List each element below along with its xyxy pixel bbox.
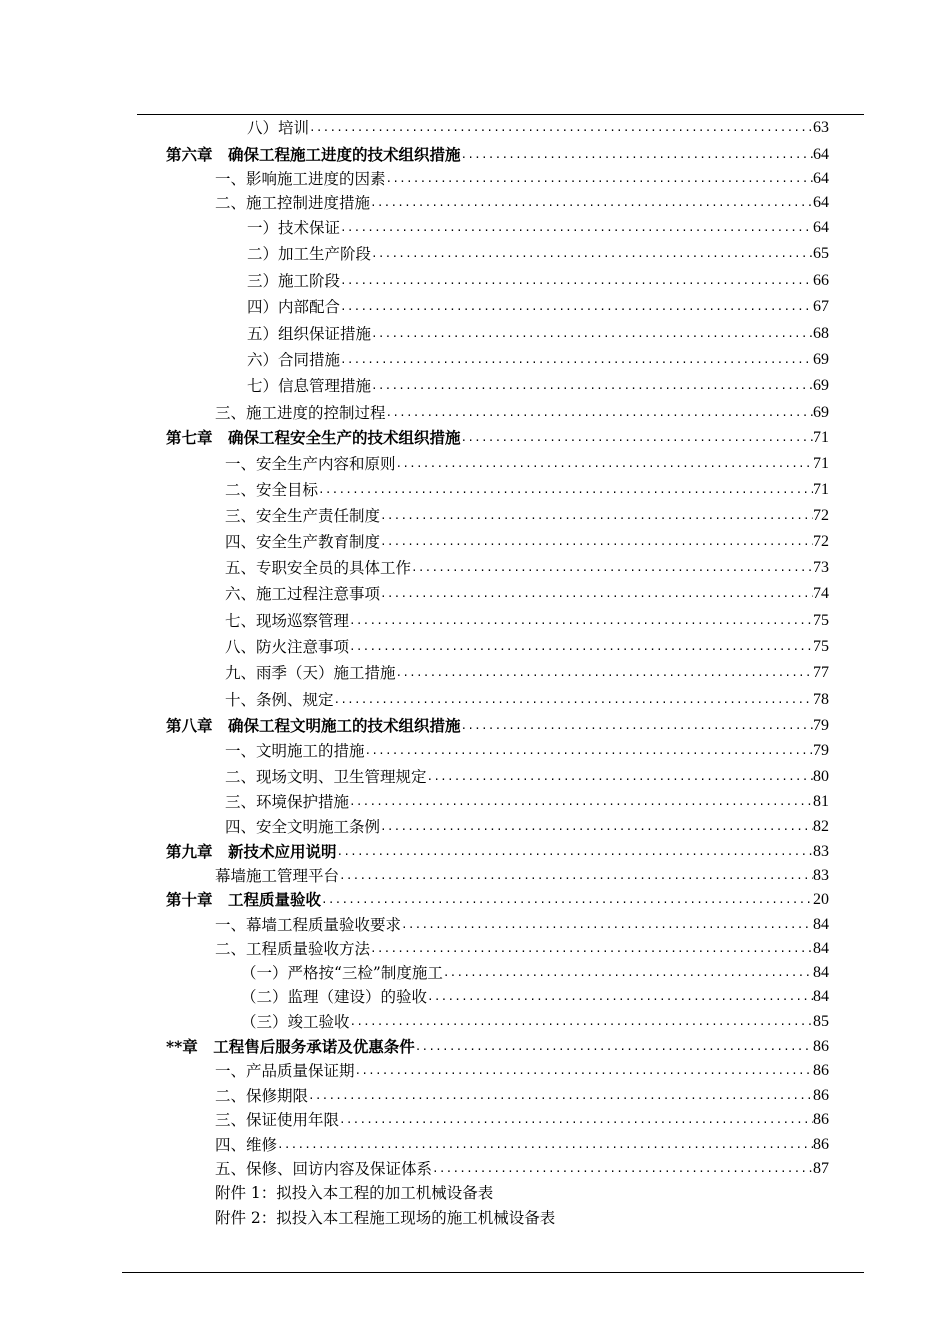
toc-entry-row[interactable] (241, 1010, 829, 1032)
toc-entry-title: 八）培训 (247, 119, 310, 137)
toc-entry-row[interactable] (247, 374, 829, 396)
toc-dot-leader (401, 915, 813, 935)
toc-dot-leader (443, 963, 813, 983)
toc-page-number: 77 (813, 664, 829, 681)
toc-page-number: 69 (813, 377, 829, 394)
toc-entry-row[interactable] (215, 937, 829, 959)
toc-dot-leader (370, 939, 813, 959)
toc-entry-row[interactable] (247, 242, 829, 264)
toc-dot-leader (396, 454, 813, 474)
toc-page-number: 64 (813, 146, 829, 163)
toc-entry-title: （一）严格按“三检”制度施工 (241, 964, 443, 982)
footer-rule (122, 1272, 864, 1273)
toc-chapter-row[interactable] (166, 840, 829, 862)
toc-entry-row[interactable] (215, 167, 829, 189)
header-rule (137, 114, 864, 115)
toc-dot-leader (337, 842, 813, 862)
toc-page-number: 84 (813, 916, 829, 933)
toc-page-number: 63 (813, 119, 829, 136)
toc-dot-leader (349, 637, 813, 657)
toc-entry-row[interactable] (247, 322, 829, 344)
toc-entry-row[interactable] (225, 635, 829, 657)
toc-entry-title: 一）技术保证 (247, 219, 341, 237)
toc-dot-leader (339, 866, 813, 886)
toc-page-number: 71 (813, 429, 829, 446)
toc-page-number: 85 (813, 1013, 829, 1030)
toc-chapter-row[interactable] (166, 426, 829, 448)
toc-dot-leader (427, 767, 813, 787)
toc-entry-title: （二）监理（建设）的验收 (241, 988, 428, 1006)
toc-entry-title: 三、安全生产责任制度 (225, 507, 381, 525)
toc-page-number: 67 (813, 298, 829, 315)
toc-page-number: 86 (813, 1111, 829, 1128)
toc-entry-title: 三、保证使用年限 (215, 1111, 340, 1129)
toc-chapter-row[interactable] (166, 888, 829, 910)
toc-entry-title: 第十章 工程质量验收 (166, 890, 322, 909)
toc-dot-leader (309, 118, 813, 138)
toc-dot-leader (461, 716, 813, 736)
toc-page-number: 69 (813, 351, 829, 368)
toc-chapter-row[interactable] (166, 1035, 829, 1057)
toc-dot-leader (411, 558, 813, 578)
toc-page-number: 65 (813, 245, 829, 262)
toc-page-number: 79 (813, 742, 829, 759)
toc-entry-title: 七）信息管理措施 (247, 377, 372, 395)
toc-dot-leader (334, 690, 813, 710)
toc-page-number: 66 (813, 272, 829, 289)
toc-entry-title: 五、专职安全员的具体工作 (225, 559, 412, 577)
toc-page-number: 83 (813, 843, 829, 860)
toc-entry-row[interactable] (215, 401, 829, 423)
toc-entry-row[interactable] (225, 478, 829, 500)
toc-entry-row[interactable] (225, 556, 829, 578)
toc-entry-title: 幕墙施工管理平台 (215, 867, 340, 885)
toc-dot-leader (427, 987, 813, 1007)
toc-entry-row[interactable] (215, 913, 829, 935)
toc-page-number: 82 (813, 818, 829, 835)
toc-page-number: 75 (813, 638, 829, 655)
toc-entry-title: 第七章 确保工程安全生产的技术组织措施 (166, 428, 461, 447)
toc-entry-title: **章 工程售后服务承诺及优惠条件 (166, 1037, 415, 1056)
toc-page-number: 78 (813, 691, 829, 708)
toc-page-number: 71 (813, 481, 829, 498)
toc-entry-row[interactable] (215, 1084, 829, 1106)
toc-entry-title: 一、幕墙工程质量验收要求 (215, 916, 402, 934)
toc-dot-leader (350, 1012, 813, 1032)
toc-dot-leader (339, 1110, 813, 1130)
toc-page-number: 81 (813, 793, 829, 810)
toc-entry-title: 八、防火注意事项 (225, 638, 350, 656)
toc-entry-title: 二、施工控制进度措施 (215, 194, 371, 212)
toc-dot-leader (349, 792, 813, 812)
toc-dot-leader (355, 1061, 813, 1081)
toc-entry-title: 二、安全目标 (225, 481, 319, 499)
toc-page-number: 69 (813, 404, 829, 421)
toc-page-number: 86 (813, 1087, 829, 1104)
toc-entry-row[interactable] (225, 739, 829, 761)
toc-dot-leader (349, 611, 813, 631)
toc-entry-row[interactable] (225, 582, 829, 604)
toc-entry-row[interactable] (225, 452, 829, 474)
toc-dot-leader (340, 218, 813, 238)
toc-entry-row[interactable] (247, 295, 829, 317)
toc-entry-row[interactable] (215, 1181, 829, 1203)
toc-dot-leader (415, 1037, 813, 1057)
toc-entry-row[interactable] (225, 661, 829, 683)
toc-entry-title: 十、条例、规定 (225, 691, 334, 709)
toc-entry-title: 一、产品质量保证期 (215, 1062, 355, 1080)
toc-entry-title: 六、施工过程注意事项 (225, 585, 381, 603)
toc-page-number: 75 (813, 612, 829, 629)
toc-entry-row[interactable] (225, 609, 829, 631)
toc-page-number: 86 (813, 1062, 829, 1079)
toc-entry-row[interactable] (225, 688, 829, 710)
toc-dot-leader (371, 376, 813, 396)
toc-entry-title: 二、现场文明、卫生管理规定 (225, 768, 427, 786)
toc-entry-title: 三、施工进度的控制过程 (215, 404, 386, 422)
toc-entry-row[interactable] (225, 815, 829, 837)
toc-dot-leader (277, 1135, 813, 1155)
toc-dot-leader (461, 145, 813, 165)
toc-entry-row[interactable] (215, 1157, 829, 1179)
toc-entry-title: 二、工程质量验收方法 (215, 940, 371, 958)
toc-dot-leader (321, 890, 813, 910)
toc-page-number: 86 (813, 1038, 829, 1055)
toc-entry-row[interactable] (247, 348, 829, 370)
toc-entry-title: 四）内部配合 (247, 298, 341, 316)
toc-page-number: 84 (813, 988, 829, 1005)
toc-page-number: 72 (813, 507, 829, 524)
toc-page-number: 64 (813, 219, 829, 236)
toc-entry-row[interactable] (215, 864, 829, 886)
toc-page-number: 71 (813, 455, 829, 472)
toc-page-number: 68 (813, 325, 829, 342)
toc-chapter-row[interactable] (166, 143, 829, 165)
toc-dot-leader (371, 244, 813, 264)
toc-entry-row[interactable] (247, 216, 829, 238)
toc-entry-row[interactable] (215, 1059, 829, 1081)
toc-entry-title: 四、安全文明施工条例 (225, 818, 381, 836)
toc-entry-title: 四、维修 (215, 1136, 278, 1154)
toc-entry-title: 二）加工生产阶段 (247, 245, 372, 263)
toc-page-number: 64 (813, 194, 829, 211)
toc-entry-row[interactable] (215, 191, 829, 213)
toc-entry-title: 六）合同措施 (247, 351, 341, 369)
toc-entry-title: 第九章 新技术应用说明 (166, 842, 337, 861)
toc-dot-leader (386, 403, 813, 423)
toc-dot-leader (396, 663, 813, 683)
toc-entry-title: 五、保修、回访内容及保证体系 (215, 1160, 433, 1178)
toc-dot-leader (340, 271, 813, 291)
toc-entry-title: 二、保修期限 (215, 1087, 309, 1105)
toc-dot-leader (380, 584, 813, 604)
toc-page-number: 84 (813, 964, 829, 981)
toc-dot-leader (340, 297, 813, 317)
toc-entry-row[interactable] (241, 961, 829, 983)
toc-entry-title: 一、文明施工的措施 (225, 742, 365, 760)
toc-entry-row[interactable] (225, 504, 829, 526)
toc-page-number: 20 (813, 891, 829, 908)
toc-entry-title: 一、安全生产内容和原则 (225, 455, 396, 473)
toc-page-number: 64 (813, 170, 829, 187)
toc-entry-row[interactable] (215, 1206, 829, 1228)
toc-dot-leader (380, 506, 813, 526)
toc-chapter-row[interactable] (166, 714, 829, 736)
toc-entry-row[interactable] (241, 985, 829, 1007)
toc-entry-title: 四、安全生产教育制度 (225, 533, 381, 551)
toc-entry-row[interactable] (225, 530, 829, 552)
toc-dot-leader (370, 193, 813, 213)
toc-page-number: 80 (813, 768, 829, 785)
toc-dot-leader (380, 532, 813, 552)
toc-entry-row[interactable] (225, 790, 829, 812)
toc-entry-title: 三）施工阶段 (247, 272, 341, 290)
toc-page-number: 83 (813, 867, 829, 884)
toc-entry-row[interactable] (247, 116, 829, 138)
toc-dot-leader (365, 741, 813, 761)
toc-entry-row[interactable] (225, 765, 829, 787)
toc-page-number: 84 (813, 940, 829, 957)
toc-entry-title: 附件 2：拟投入本工程施工现场的施工机械设备表 (215, 1209, 556, 1227)
toc-entry-title: 附件 1：拟投入本工程的加工机械设备表 (215, 1184, 494, 1202)
toc-dot-leader (432, 1159, 813, 1179)
toc-dot-leader (340, 350, 813, 370)
toc-entry-title: 三、环境保护措施 (225, 793, 350, 811)
toc-page-number: 87 (813, 1160, 829, 1177)
toc-entry-title: 五）组织保证措施 (247, 325, 372, 343)
toc-entry-title: 第六章 确保工程施工进度的技术组织措施 (166, 145, 461, 164)
toc-page-number: 72 (813, 533, 829, 550)
toc-page-number: 79 (813, 717, 829, 734)
toc-dot-leader (386, 169, 813, 189)
toc-entry-row[interactable] (247, 269, 829, 291)
toc-dot-leader (461, 428, 813, 448)
toc-dot-leader (380, 817, 813, 837)
toc-entry-title: 九、雨季（天）施工措施 (225, 664, 396, 682)
toc-entry-title: 七、现场巡察管理 (225, 612, 350, 630)
toc-entry-row[interactable] (215, 1108, 829, 1130)
toc-entry-title: 一、影响施工进度的因素 (215, 170, 386, 188)
toc-dot-leader (308, 1086, 813, 1106)
toc-page-number: 73 (813, 559, 829, 576)
toc-dot-leader (371, 324, 813, 344)
toc-dot-leader (318, 480, 813, 500)
toc-page-number: 86 (813, 1136, 829, 1153)
toc-entry-title: （三）竣工验收 (241, 1013, 350, 1031)
toc-entry-row[interactable] (215, 1133, 829, 1155)
toc-entry-title: 第八章 确保工程文明施工的技术组织措施 (166, 716, 461, 735)
toc-page-number: 74 (813, 585, 829, 602)
